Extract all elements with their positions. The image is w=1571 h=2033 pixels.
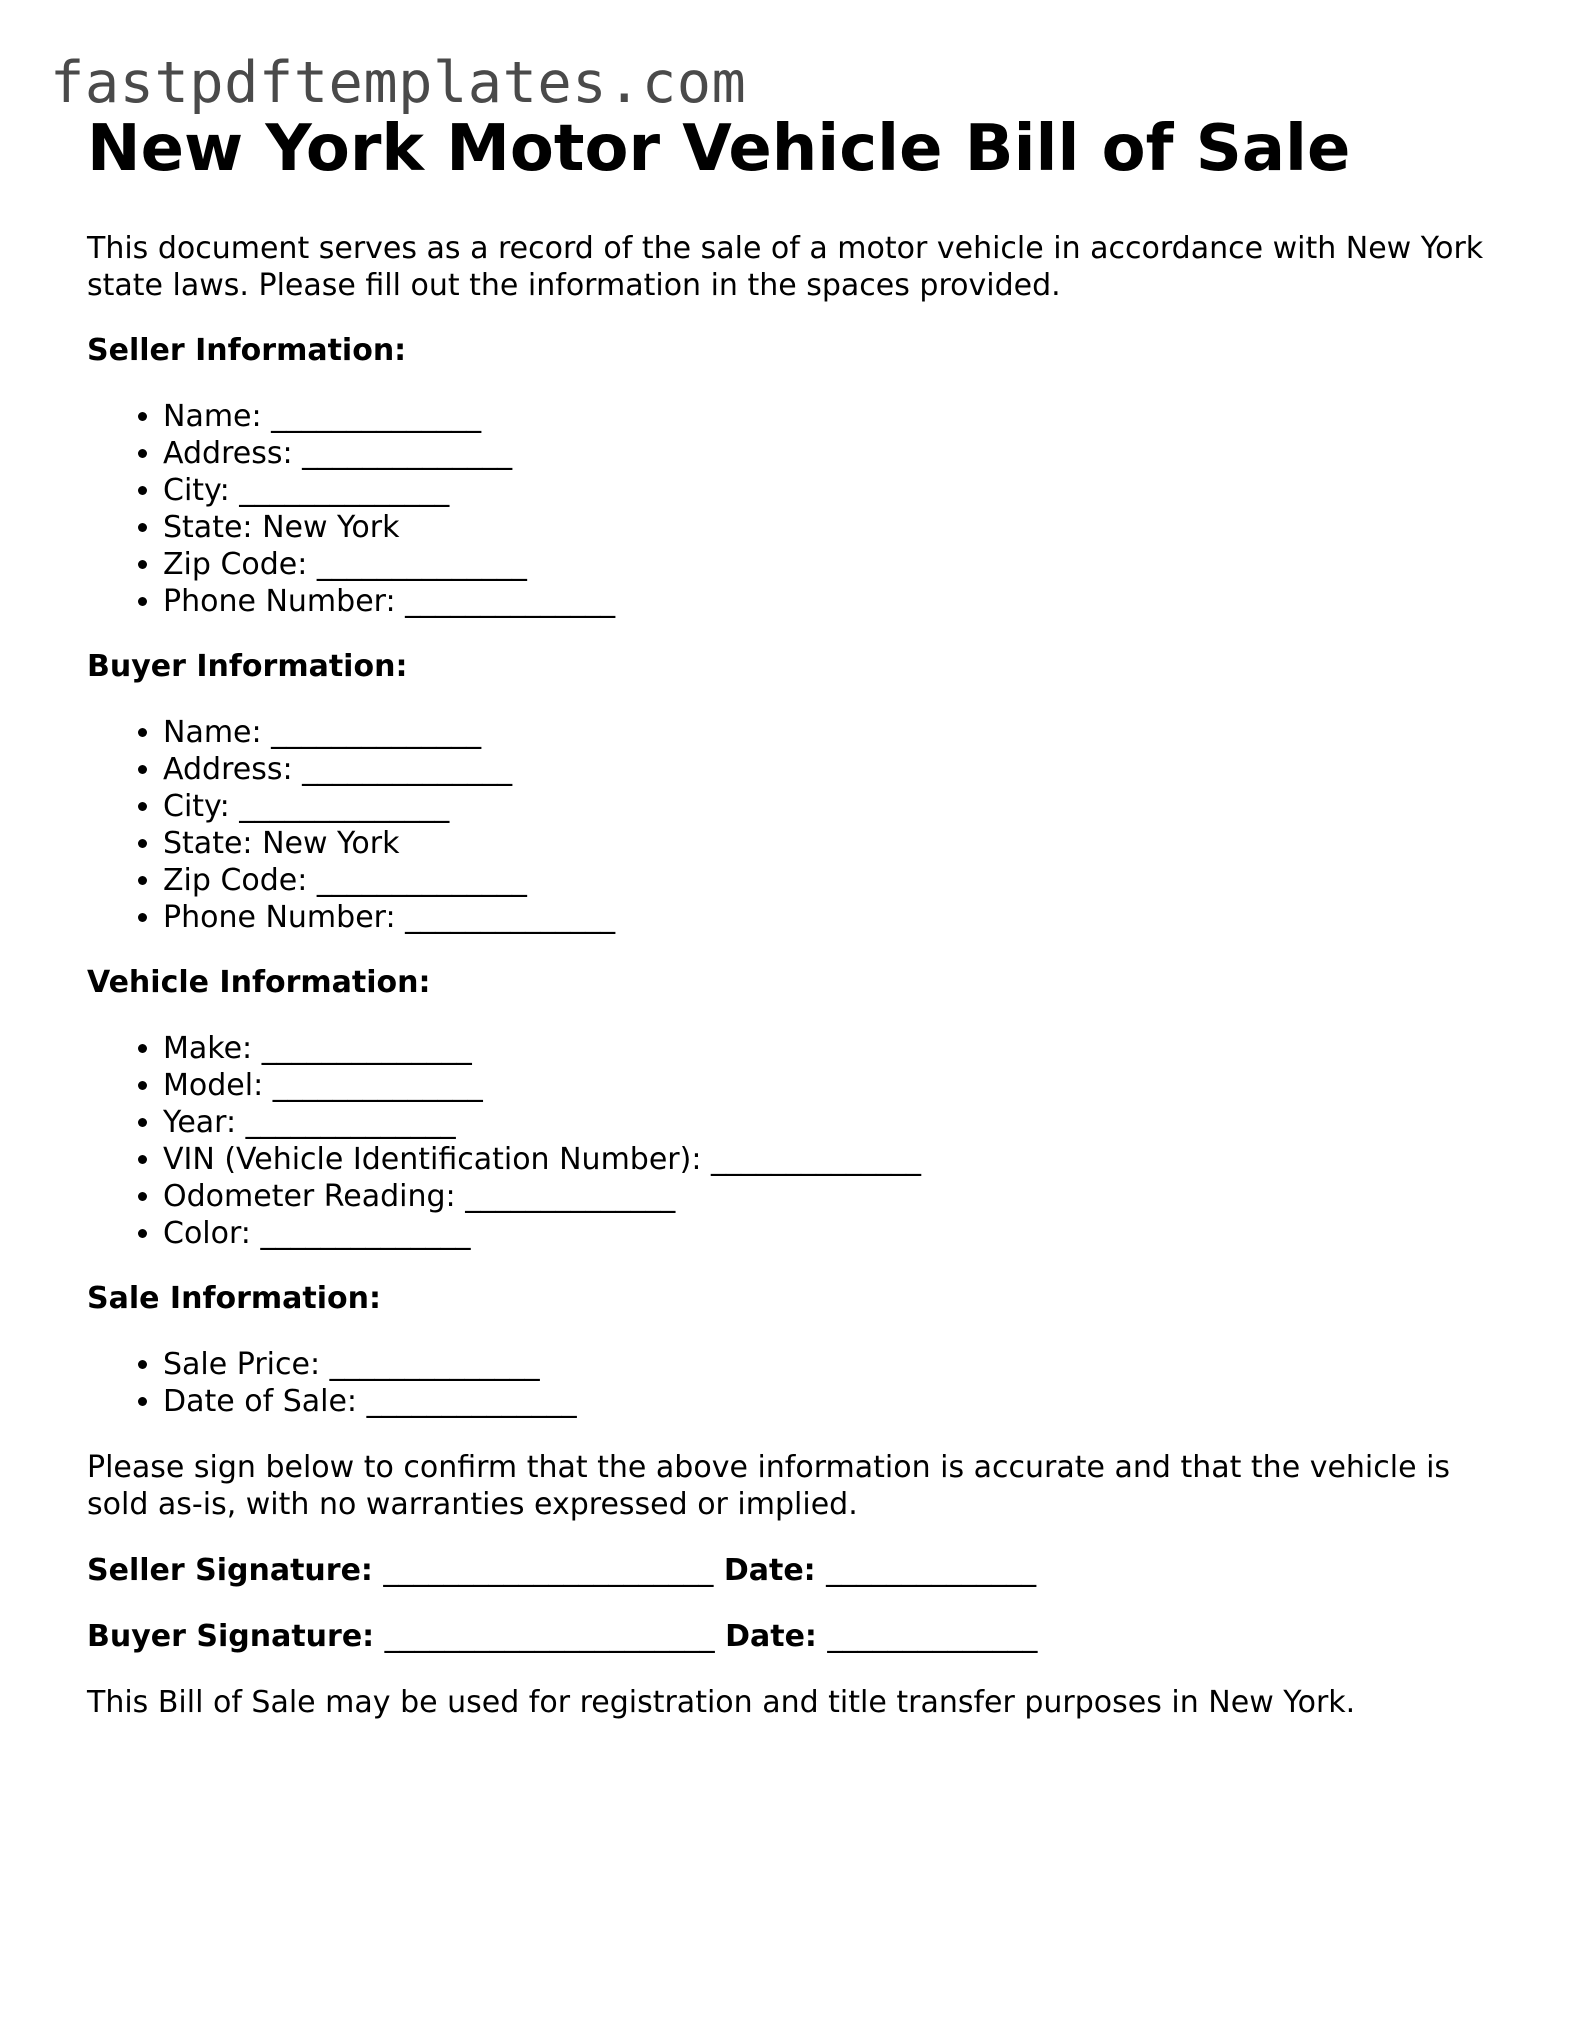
- seller-date-blank[interactable]: ______________: [826, 1553, 1037, 1588]
- fill-blank[interactable]: ______________: [405, 584, 616, 619]
- sale-price-field[interactable]: • Sale Price: ______________: [163, 1346, 1507, 1383]
- buyer-signature-label: Buyer Signature:: [87, 1619, 375, 1654]
- intro-paragraph: This document serves as a record of the sale of a motor vehicle in accordance with New York state laws. Please fill out the information in the spaces provided.: [87, 231, 1484, 303]
- seller-zip-field[interactable]: • Zip Code: ______________: [163, 546, 1507, 583]
- seller-signature-blank[interactable]: ______________________: [383, 1553, 714, 1588]
- seller-field-list: [87, 398, 1507, 620]
- sale-field-list: [87, 1346, 1507, 1420]
- vehicle-model-field[interactable]: • Model: ______________: [163, 1067, 1507, 1104]
- seller-section-heading: Seller Information:: [87, 333, 407, 368]
- buyer-state-field: • State: New York: [163, 825, 1507, 862]
- fill-blank[interactable]: ______________: [710, 1142, 921, 1177]
- vehicle-year-field[interactable]: • Year: ______________: [163, 1104, 1507, 1141]
- watermark-text: fastpdftemplates.com: [50, 50, 747, 116]
- fill-blank[interactable]: ______________: [272, 1068, 483, 1103]
- fill-blank[interactable]: ______________: [245, 1105, 456, 1140]
- seller-signature-line: [87, 1552, 1507, 1589]
- buyer-signature-blank[interactable]: ______________________: [384, 1619, 715, 1654]
- fill-blank[interactable]: ______________: [261, 1031, 472, 1066]
- fill-blank[interactable]: ______________: [302, 752, 513, 787]
- fill-blank[interactable]: ______________: [271, 715, 482, 750]
- seller-date-label: Date:: [723, 1553, 816, 1588]
- document-body: [87, 110, 1507, 1721]
- seller-name-field[interactable]: • Name: ______________: [163, 398, 1507, 435]
- sale-section-heading: Sale Information:: [87, 1281, 381, 1316]
- seller-address-field[interactable]: • Address: ______________: [163, 435, 1507, 472]
- fill-blank[interactable]: ______________: [260, 1216, 471, 1251]
- footer-note: This Bill of Sale may be used for registration and title transfer purposes in New York.: [87, 1685, 1356, 1720]
- fill-blank[interactable]: ______________: [329, 1347, 540, 1382]
- vehicle-make-field[interactable]: • Make: ______________: [163, 1030, 1507, 1067]
- buyer-section-heading: Buyer Information:: [87, 649, 408, 684]
- buyer-city-field[interactable]: • City: ______________: [163, 788, 1507, 825]
- fill-blank[interactable]: ______________: [366, 1384, 577, 1419]
- sale-date-field[interactable]: • Date of Sale: ______________: [163, 1383, 1507, 1420]
- fill-blank[interactable]: ______________: [239, 789, 450, 824]
- vehicle-color-field[interactable]: • Color: ______________: [163, 1215, 1507, 1252]
- seller-state-field: • State: New York: [163, 509, 1507, 546]
- buyer-address-field[interactable]: • Address: ______________: [163, 751, 1507, 788]
- vehicle-vin-field[interactable]: • VIN (Vehicle Identification Number): ______________: [163, 1141, 1507, 1178]
- state-value: New York: [262, 510, 400, 545]
- vehicle-odometer-field[interactable]: • Odometer Reading: ______________: [163, 1178, 1507, 1215]
- buyer-name-field[interactable]: • Name: ______________: [163, 714, 1507, 751]
- seller-signature-label: Seller Signature:: [87, 1553, 373, 1588]
- fill-blank[interactable]: ______________: [465, 1179, 676, 1214]
- vehicle-field-list: [87, 1030, 1507, 1252]
- fill-blank[interactable]: ______________: [316, 547, 527, 582]
- buyer-zip-field[interactable]: • Zip Code: ______________: [163, 862, 1507, 899]
- fill-blank[interactable]: ______________: [302, 436, 513, 471]
- buyer-date-blank[interactable]: ______________: [827, 1619, 1038, 1654]
- fill-blank[interactable]: ______________: [239, 473, 450, 508]
- seller-phone-field[interactable]: • Phone Number: ______________: [163, 583, 1507, 620]
- fill-blank[interactable]: ______________: [405, 900, 616, 935]
- buyer-phone-field[interactable]: • Phone Number: ______________: [163, 899, 1507, 936]
- vehicle-section-heading: Vehicle Information:: [87, 965, 431, 1000]
- seller-city-field[interactable]: • City: ______________: [163, 472, 1507, 509]
- state-value: New York: [262, 826, 400, 861]
- fill-blank[interactable]: ______________: [271, 399, 482, 434]
- fill-blank[interactable]: ______________: [316, 863, 527, 898]
- buyer-signature-line: [87, 1618, 1507, 1655]
- confirmation-paragraph: Please sign below to confirm that the above information is accurate and that the vehicle is sold as-is, with no warranties expressed or implied.: [87, 1450, 1451, 1522]
- document-title: New York Motor Vehicle Bill of Sale: [87, 112, 1351, 186]
- buyer-date-label: Date:: [725, 1619, 817, 1654]
- buyer-field-list: [87, 714, 1507, 936]
